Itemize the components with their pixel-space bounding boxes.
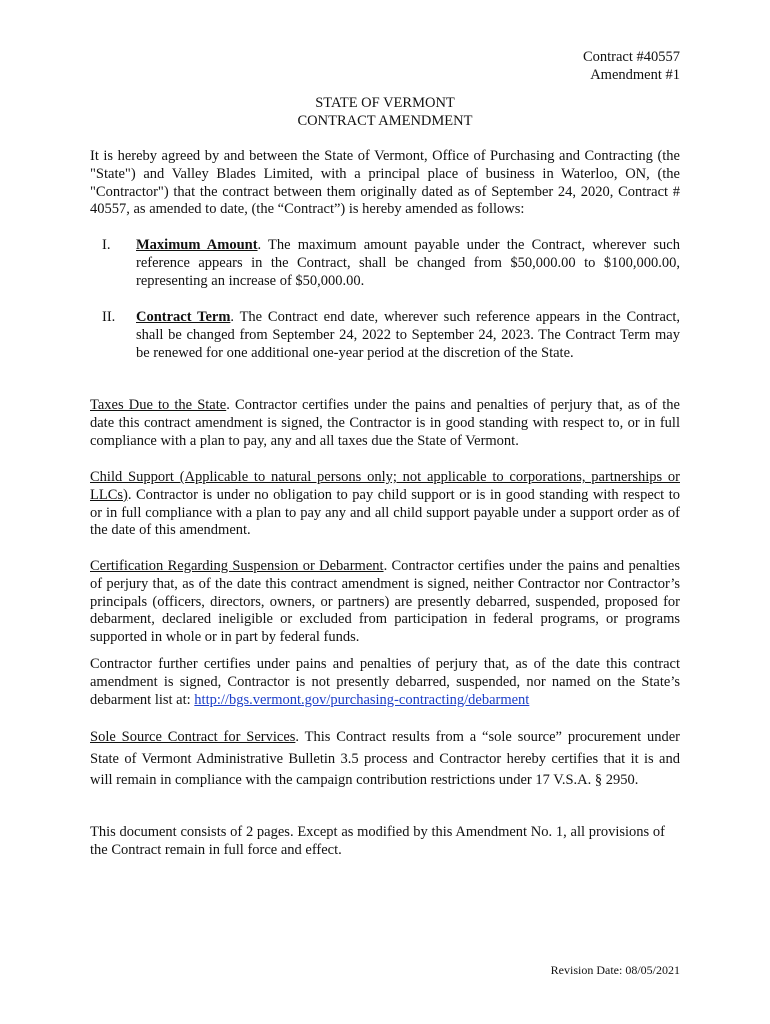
sole-source-text: . This Contract results from a “sole source” procurement under State of Vermont Administrative Bulletin 3.5 process and Contractor hereby certifies that it is and will remain in compliance with the campaign contribution restrictions under 17 V.S.A. § 2950. (90, 729, 680, 788)
debarment-paragraph (90, 558, 680, 647)
child-support-text: . Contractor is under no obligation to pay child support or is in good standing with respect to or in full compliance with a plan to pay any and all child support payable under a support order as of the date of this amendment. (90, 486, 680, 539)
item-numeral: II. (102, 309, 116, 325)
closing-paragraph: This document consists of 2 pages. Except as modified by this Amendment No. 1, all provisions of the Contract remain in full force and effect. (90, 824, 665, 858)
item-text: . The maximum amount payable under the Contract, wherever such reference appears in the Contract, shall be changed from $50,000.00 to $100,000.00, representing an increase of $50,000.00. (136, 237, 680, 289)
contract-number: Contract #40557 (582, 49, 680, 65)
sole-source-heading: Sole Source Contract for Services (90, 729, 296, 745)
debarment-text: . Contractor certifies under the pains and penalties of perjury that, as of the date this contract amendment is signed, neither Contractor nor Contractor’s principals (officers, directors, owners, or partners) are presently debarred, suspended, proposed for debarment, declared ineligible or excluded from participation in federal programs, or programs supported in whole or in part by federal funds. (90, 558, 680, 646)
title-state: STATE OF VERMONT (315, 95, 455, 111)
taxes-paragraph (90, 397, 680, 450)
title-amendment: CONTRACT AMENDMENT (297, 113, 473, 129)
sole-source-paragraph (90, 727, 680, 792)
item-heading: Maximum Amount (136, 237, 258, 253)
item-numeral: I. (102, 237, 111, 253)
further-certification-paragraph (90, 656, 680, 709)
amendment-number: Amendment #1 (590, 67, 680, 83)
child-support-paragraph (90, 469, 680, 540)
intro-paragraph: It is hereby agreed by and between the State of Vermont, Office of Purchasing and Contracting (the "State") and Valley Blades Limited, with a principal place of business in Waterloo, ON, (the "Contractor") that the contract between them originally dated as of September 24, 2020, Contract # 40557, as amended to date, (the “Contract”) is hereby amended as follows: (90, 148, 680, 218)
revision-date: Revision Date: 08/05/2021 (550, 963, 680, 977)
item-contract-term (90, 309, 680, 362)
taxes-heading: Taxes Due to the State (90, 397, 227, 413)
debarment-list-link[interactable]: http://bgs.vermont.gov/purchasing-contracting/debarment (194, 691, 530, 708)
child-support-heading: Child Support (Applicable to natural persons only; not applicable to corporations, partnerships or LLCs) (90, 469, 680, 503)
further-text: Contractor further certifies under pains and penalties of perjury that, as of the date this contract amendment is signed, Contractor is not presently debarred, suspended, nor named on the State’s debarment list at: (90, 656, 680, 708)
taxes-text: . Contractor certifies under the pains and penalties of perjury that, as of the date this contract amendment is signed, the Contractor is in good standing with respect to, or in full compliance with a plan to pay, any and all taxes due the State of Vermont. (90, 397, 680, 449)
item-text: . The Contract end date, wherever such reference appears in the Contract, shall be changed from September 24, 2022 to September 24, 2023. The Contract Term may be renewed for one additional one-year period at the discretion of the State. (136, 309, 681, 361)
item-heading: Contract Term (136, 309, 231, 325)
debarment-heading: Certification Regarding Suspension or Debarment (90, 558, 384, 574)
item-maximum-amount (90, 237, 680, 290)
